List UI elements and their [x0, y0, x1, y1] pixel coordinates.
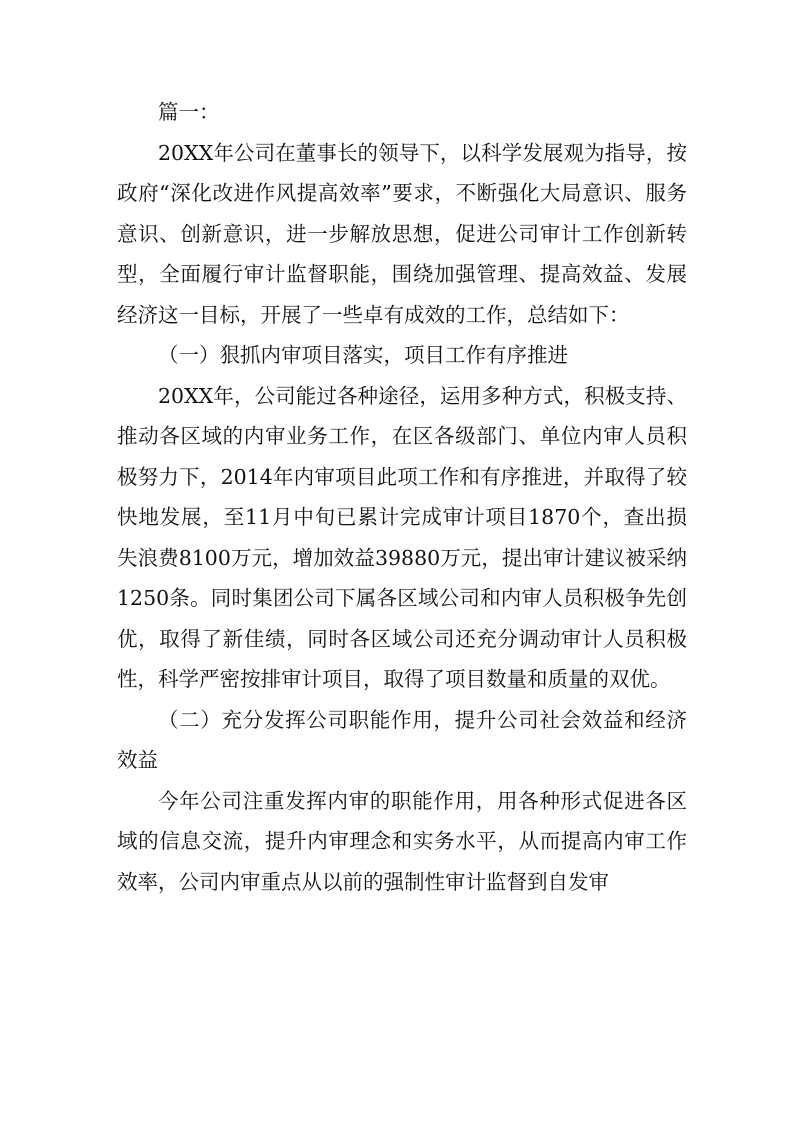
section-2-paragraph: 今年公司注重发挥内审的职能作用，用各种形式促进各区域的信息交流，提升内审理念和实务水平，从而提高内审工作效率，公司内审重点从以前的强制性审计监督到自发审	[117, 788, 687, 894]
document-body	[117, 92, 687, 902]
section-1-paragraph: 20XX年，公司能过各种途径，运用多种方式，积极支持、推动各区域的内审业务工作，在区各级部门、单位内审人员积极努力下，2014年内审项目此项工作和有序推进，并取得了较快地发展，至11月中旬已累计完成审计项目1870个，查出损失浪费8100万元，增加效益39880万元，提出审计建议被采纳1250条。同时集团公司下属各区域公司和内审人员积极争先创优，取得了新佳绩，同时各区域公司还充分调动审计人员积极性，科学严密按排审计项目，取得了项目数量和质量的双优。	[117, 383, 687, 691]
intro-paragraph: 20XX年公司在董事长的领导下，以科学发展观为指导，按政府“深化改进作风提高效率”要求，不断强化大局意识、服务意识、创新意识，进一步解放思想，促进公司审计工作创新转型，全面履行审计监督职能，围绕加强管理、提高效益、发展经济这一目标，开展了一些卓有成效的工作，总结如下：	[117, 140, 687, 327]
section-heading-2: （二）充分发挥公司职能作用，提升公司社会效益和经济效益	[117, 707, 687, 772]
section-label: 篇一：	[158, 100, 220, 124]
section-heading-1: （一）狠抓内审项目落实，项目工作有序推进	[158, 343, 568, 367]
